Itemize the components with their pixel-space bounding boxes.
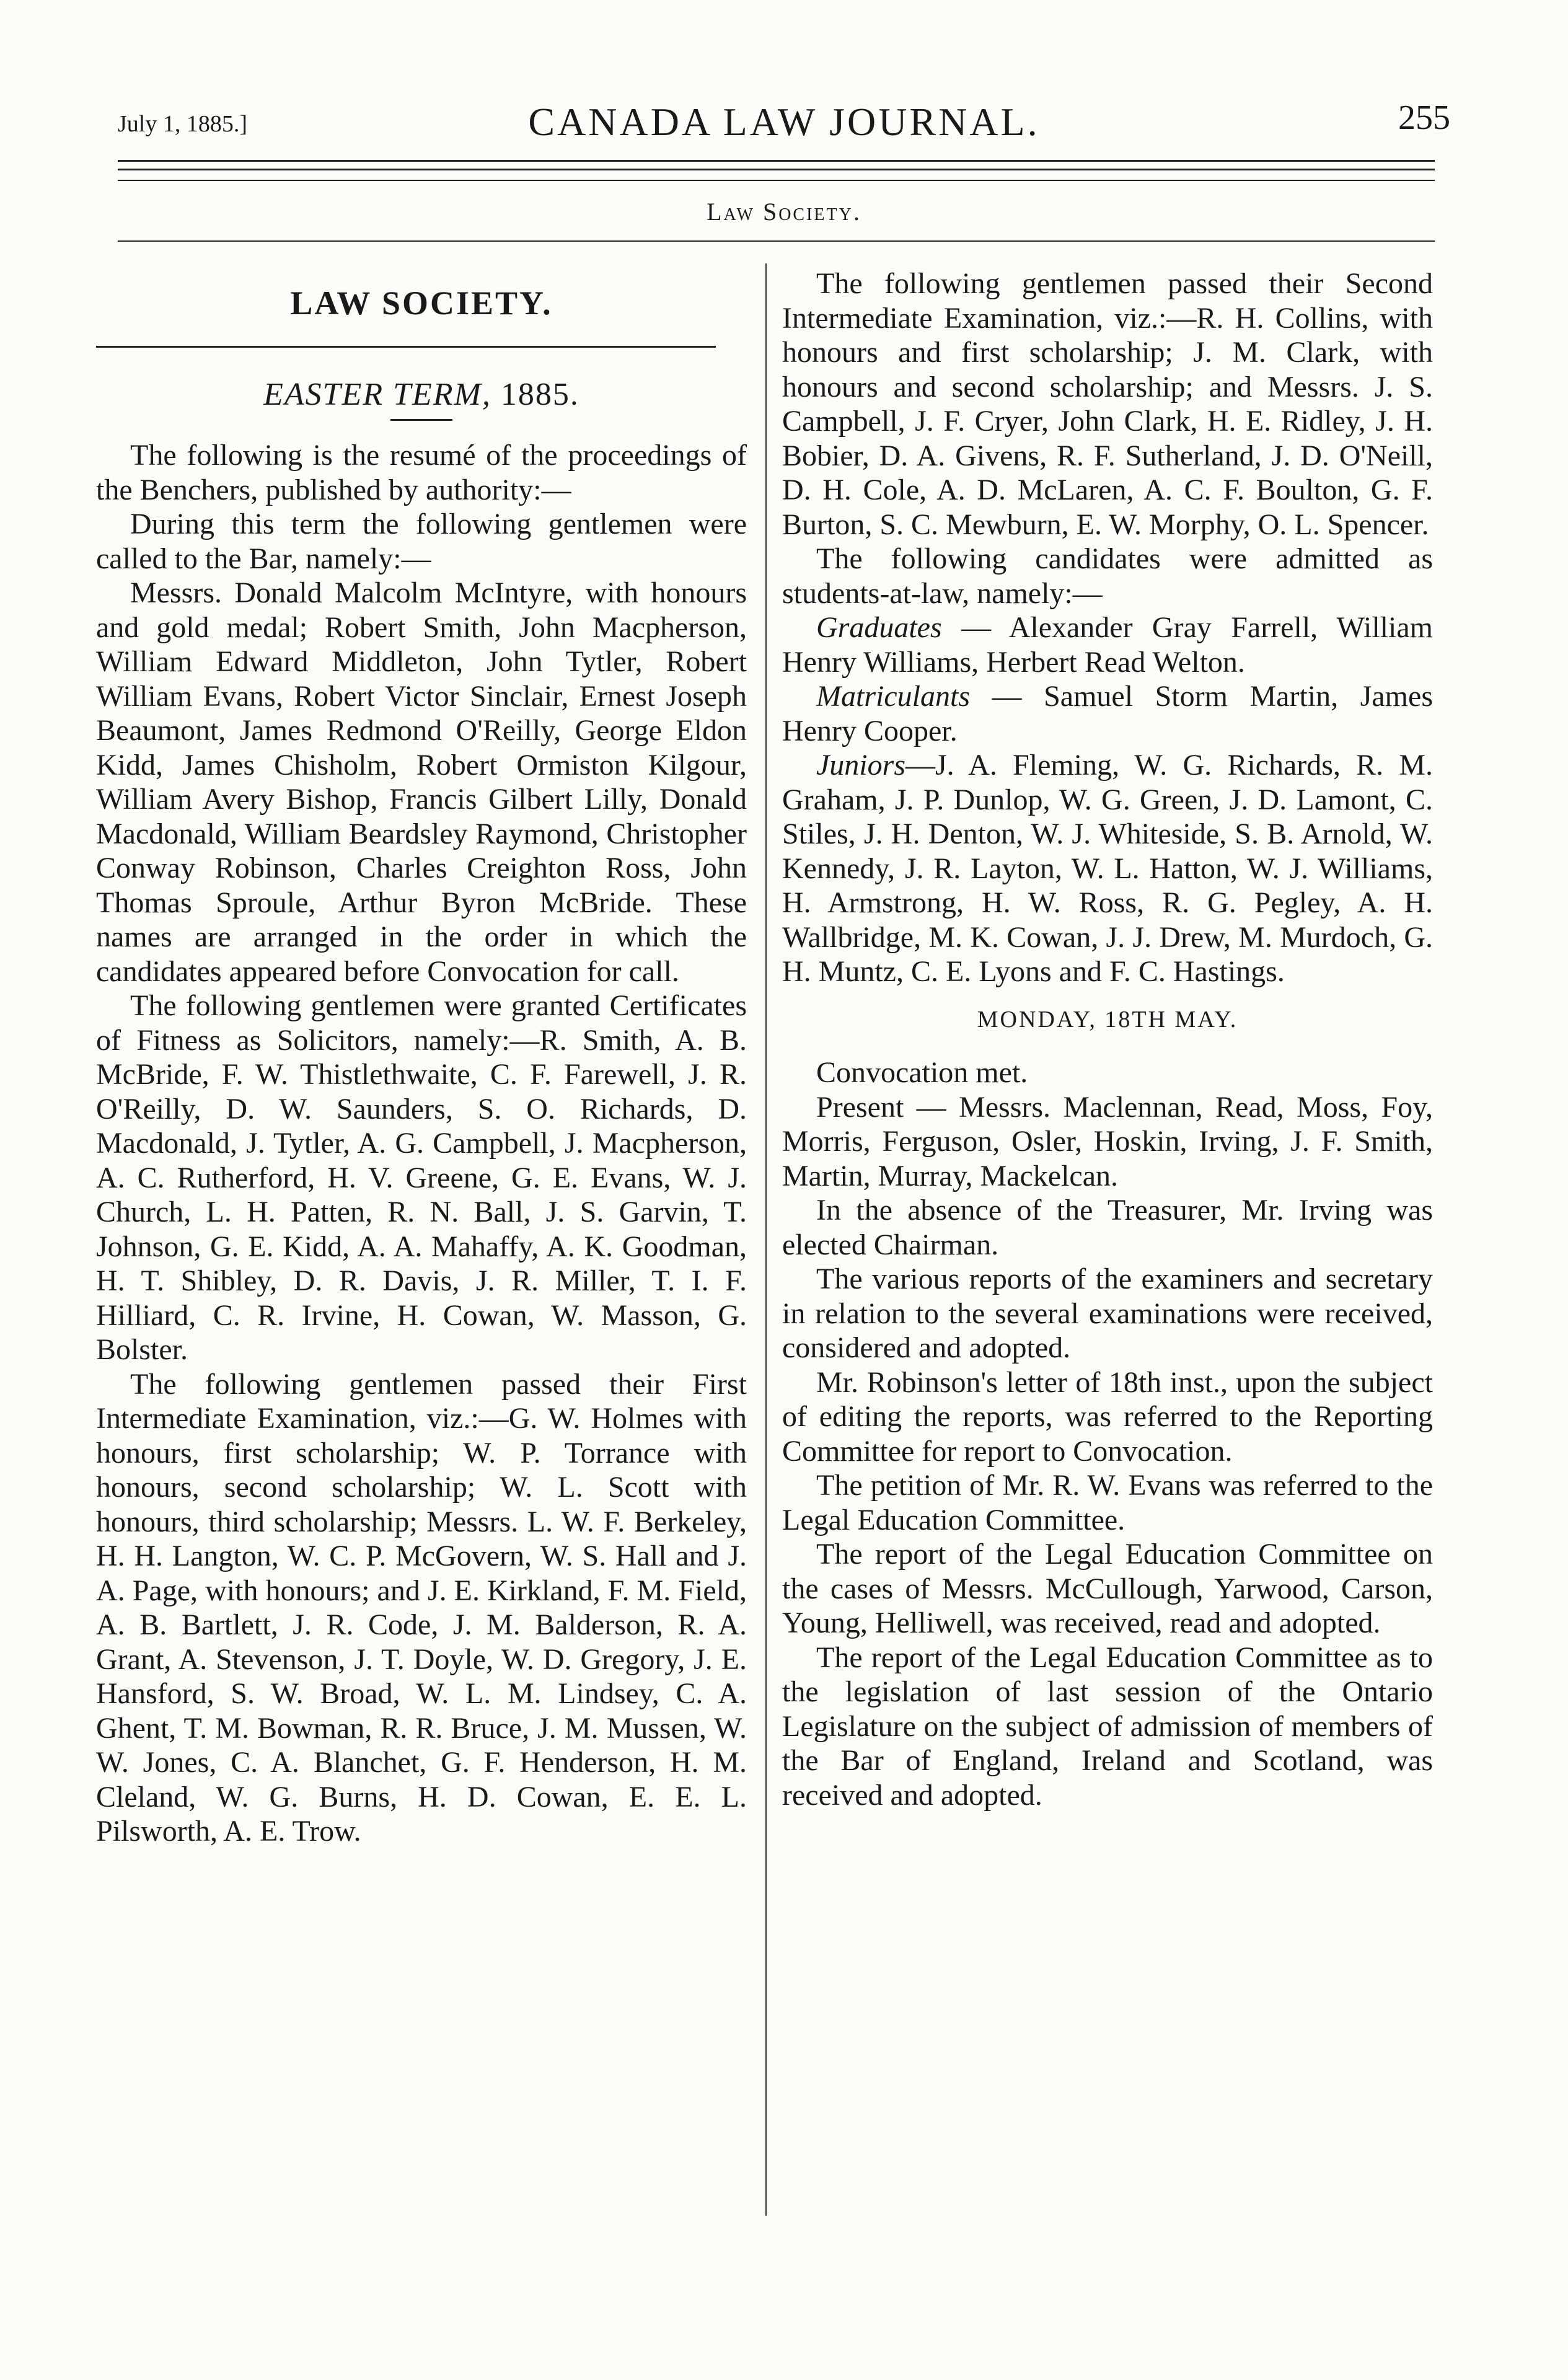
paragraph: The following gentlemen passed their First Intermediate Examination, viz.:—G. W. Holmes with honours, first scholarship; W. P. Torrance with honours, second scholarship; W. L. Scott with honours, third scholarship; Messrs. L. W. F. Berkeley, H. H. Langton, W. C. P. McGovern, W. S. Hall and J. A. Page, with honours; and J. E. Kirkland, F. M. Field, A. B. Bartlett, J. R. Code, J. M. Balderson, R. A. Grant, A. Stevenson, J. T. Doyle, W. D. Gregory, J. E. Hansford, S. W. Broad, W. L. M. Lindsey, C. A. Ghent, T. M. Bowman, R. R. Bruce, J. M. Mussen, W. W. Jones, C. A. Blanchet, G. F. Henderson, H. M. Cleland, W. G. Burns, H. D. Cowan, E. E. L. Pilsworth, A. E. Trow. (96, 1367, 747, 1848)
paragraph: The report of the Legal Education Committee on the cases of Messrs. McCullough, Yarwood, Carson, Young, Helliwell, was received, read and adopted. (782, 1538, 1433, 1639)
paragraph: Present — Messrs. Maclennan, Read, Moss, Foy, Morris, Ferguson, Osler, Hoskin, Irving, J. F. Smith, Martin, Murray, Mackelcan. (782, 1090, 1433, 1192)
matriculants-paragraph: Matriculants — Samuel Storm Martin, James Henry Cooper. (782, 680, 1433, 747)
header-rule (118, 169, 1435, 170)
paragraph: The petition of Mr. R. W. Evans was referred to the Legal Education Committee. (782, 1469, 1433, 1536)
paragraph: The following gentlemen were granted Certificates of Fitness as Solicitors, namely:—R. Smith, A. B. McBride, F. W. Thistlethwaite, C. F. Farewell, J. R. O'Reilly, D. W. Saunders, S. O. Richards, D. Macdonald, J. Tytler, A. G. Campbell, J. Macpherson, A. C. Rutherford, H. V. Greene, G. E. Evans, W. J. Church, L. H. Patten, R. N. Ball, J. S. Garvin, T. Johnson, G. E. Kidd, A. A. Mahaffy, A. K. Goodman, H. T. Shibley, D. R. Davis, J. R. Miller, T. I. F. Hilliard, C. R. Irvine, H. Cowan, W. Masson, G. Bolster. (96, 989, 747, 1366)
paragraph: The following is the resumé of the proceedings of the Benchers, published by authority:— (96, 439, 747, 506)
term-label: EASTER TERM, (263, 376, 491, 412)
date-heading: MONDAY, 18TH MAY. (977, 1006, 1238, 1033)
issue-date: July 1, 1885.] (118, 111, 247, 137)
heading-rule (96, 346, 716, 348)
page-number: 255 (1398, 99, 1450, 137)
header-rule (118, 180, 1435, 181)
graduates-paragraph: Graduates — Alexander Gray Farrell, William Henry Williams, Herbert Read Welton. (782, 611, 1433, 679)
paragraph: In the absence of the Treasurer, Mr. Irving was elected Chairman. (782, 1194, 1433, 1261)
juniors-paragraph: Juniors—J. A. Fleming, W. G. Richards, R. M. Graham, J. P. Dunlop, W. G. Green, J. D. Lamont, C. Stiles, J. H. Denton, W. J. Whiteside, S. B. Arnold, W. Kennedy, J. R. Layton, W. L. Hatton, W. J. Williams, H. Armstrong, H. W. Ross, R. G. Pegley, A. H. Wallbridge, M. K. Cowan, J. J. Drew, M. Murdoch, G. H. Muntz, C. E. Lyons and F. C. Hastings. (782, 749, 1433, 988)
running-head (118, 93, 1450, 149)
term-year: 1885. (500, 376, 579, 412)
graduates-label: Graduates (816, 611, 942, 644)
section-rule (118, 240, 1435, 242)
short-rule (390, 419, 452, 421)
paragraph: During this term the following gentlemen were called to the Bar, namely:— (96, 508, 747, 575)
paragraph: The following candidates were admitted as students-at-law, namely:— (782, 542, 1433, 610)
matriculants-label: Matriculants (816, 680, 970, 713)
paragraph: Messrs. Donald Malcolm McIntyre, with honours and gold medal; Robert Smith, John Macpherson, William Edward Middleton, John Tytler, Robert William Evans, Robert Victor Sinclair, Ernest Joseph Beaumont, James Redmond O'Reilly, George Eldon Kidd, James Chisholm, Robert Ormiston Kilgour, William Avery Bishop, Francis Gilbert Lilly, Donald Macdonald, William Beardsley Raymond, Christopher Conway Robinson, Charles Creighton Ross, John Thomas Sproule, Arthur Byron McBride. These names are arranged in the order in which the candidates appeared before Convocation for call. (96, 576, 747, 988)
header-rule (118, 160, 1435, 162)
paragraph: The report of the Legal Education Committee as to the legislation of last session of the Ontario Legislature on the subject of admission of members of the Bar of England, Ireland and Scotland, was received and adopted. (782, 1641, 1433, 1812)
paragraph: The following gentlemen passed their Second Intermediate Examination, viz.:—R. H. Collins, with honours and first scholarship; J. M. Clark, with honours and second scholarship; and Messrs. J. S. Campbell, J. F. Cryer, John Clark, H. E. Ridley, J. H. Bobier, D. A. Givens, R. F. Sutherland, J. D. O'Neill, D. H. Cole, A. D. McLaren, A. C. F. Boulton, G. F. Burton, S. C. Mewburn, E. W. Morphy, O. L. Spencer. (782, 267, 1433, 541)
article-heading: LAW SOCIETY. (290, 284, 553, 322)
term-heading (96, 377, 747, 412)
paragraph: Mr. Robinson's letter of 18th inst., upon the subject of editing the reports, was referred to the Reporting Committee for report to Convocation. (782, 1365, 1433, 1468)
column-divider (765, 263, 767, 2216)
paragraph: Convocation met. (816, 1056, 1028, 1089)
left-column (96, 267, 747, 1849)
section-title: Law Society. (707, 198, 861, 226)
juniors-label: Juniors (816, 749, 905, 782)
journal-title: CANADA LAW JOURNAL. (528, 100, 1040, 144)
right-column (782, 267, 1433, 1812)
paragraph: The various reports of the examiners and secretary in relation to the several examinations were received, considered and adopted. (782, 1263, 1433, 1364)
